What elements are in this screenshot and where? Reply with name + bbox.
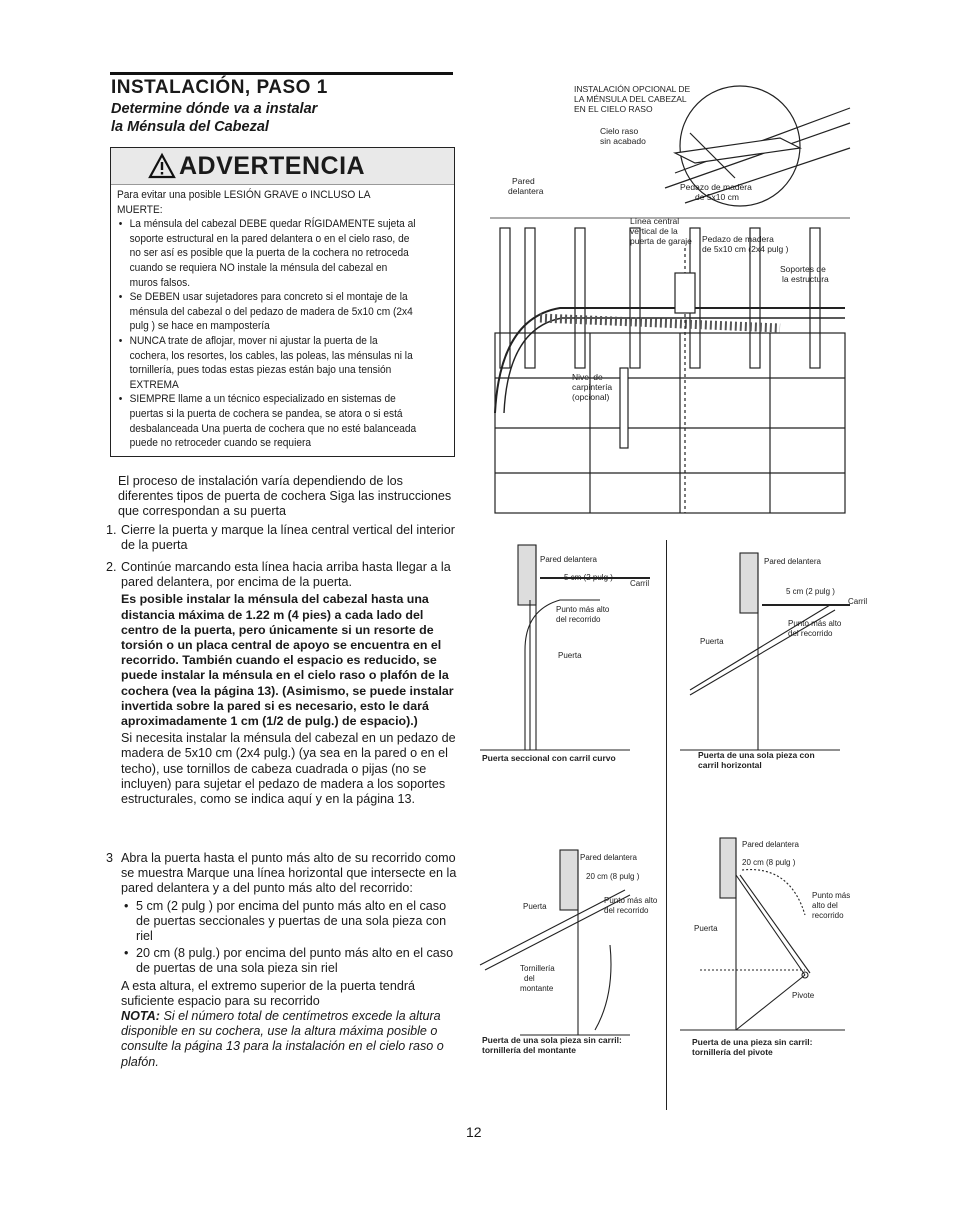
wood-circle-label-2: de 5x10 cm xyxy=(695,192,739,202)
fig4-door: Puerta xyxy=(694,924,718,933)
fig1-door: Puerta xyxy=(558,651,582,660)
fig3-hw-3: montante xyxy=(520,984,554,993)
fig4-caption-1: Puerta de una pieza sin carril: xyxy=(692,1037,813,1047)
fig1-high-2: del recorrido xyxy=(556,615,601,624)
warning-triangle-icon xyxy=(149,154,175,178)
fig3-hw-2: del xyxy=(524,974,535,983)
warning-intro: Para evitar una posible LESIÓN GRAVE o INCLUSO LA MUERTE: xyxy=(117,189,370,216)
step-2-number: 2. xyxy=(106,560,117,574)
step-3-bullet-2: • 20 cm (8 pulg.) por encima del punto más alto en el caso de puertas de una sola pieza sin riel xyxy=(124,946,454,976)
front-wall-label-1: Pared xyxy=(512,176,535,186)
step-3-number: 3 xyxy=(106,851,114,865)
centerline-label-3: puerta de garaje xyxy=(630,236,692,246)
centerline-label-1: Línea central xyxy=(630,216,680,226)
fig1-dim: 5 cm (2 pulg ) xyxy=(564,573,613,582)
fig3-caption-2: tornillería del montante xyxy=(482,1045,576,1055)
warning-item: • NUNCA trate de aflojar, mover ni ajustar la puerta de la cochera, los resortes, los cables, las poleas, las ménsulas ni la tornillería, pues todas estas piezas están bajo una tensión EXTREMA xyxy=(130,334,418,392)
figure-sectional-curved xyxy=(480,540,660,770)
warning-body xyxy=(117,188,418,451)
centerline-label-2: vertical de la xyxy=(630,226,678,236)
optional-label-3: EN EL CIELO RASO xyxy=(574,104,653,114)
fig4-high-2: alto del xyxy=(812,901,838,910)
fig3-high-1: Punto más alto xyxy=(604,896,658,905)
supports-label-2: la estructura xyxy=(782,274,829,284)
fig1-rail: Carril xyxy=(630,579,650,588)
wood-circle-label-1: Pedazo de madera xyxy=(680,182,752,192)
ceiling-label-1: Cielo raso xyxy=(600,126,639,136)
fig1-wall: Pared delantera xyxy=(540,555,597,564)
fig4-dim: 20 cm (8 pulg ) xyxy=(742,858,796,867)
fig4-high-1: Punto más xyxy=(812,891,851,900)
step-3 xyxy=(106,851,457,1070)
warning-item: • SIEMPRE llame a un técnico especializado en sistemas de puertas si la puerta de cochera se pandea, se atora o si está desbalanceada Una puerta de cochera que no esté balanceada puede no retroceder cuando se requiera xyxy=(130,392,418,450)
fig4-high-3: recorrido xyxy=(812,911,844,920)
fig3-caption-1: Puerta de una sola pieza sin carril: xyxy=(482,1035,622,1045)
step-2-bold-note: Es posible instalar la ménsula del cabezal hasta una distancia máxima de 1.22 m (4 pies) a cada lado del centro de la puerta, pero únicamente si un resorte de torsión o un placa central de apoyo se encuentra en el recorrido. También cuando el espacio es reducido, se puede instalar la ménsula en el cielo raso o plafón de la cochera (vea la página 13). (Asimismo, se puede instalar invertida sobre la pared si es necesario, esto le dará aproximadamente 1 cm (1/2 de pulg.) de espacio).) xyxy=(121,592,454,729)
wood-piece-label-2: de 5x10 cm (2x4 pulg ) xyxy=(702,244,789,254)
section-subtitle-line2: la Ménsula del Cabezal xyxy=(111,119,269,135)
fig3-door: Puerta xyxy=(523,902,547,911)
warning-title: ADVERTENCIA xyxy=(179,152,366,180)
fig3-high-2: del recorrido xyxy=(604,906,649,915)
fig4-caption-2: tornillería del pivote xyxy=(692,1047,773,1057)
fig2-wall: Pared delantera xyxy=(764,557,821,566)
top-rule xyxy=(110,72,453,75)
wood-piece-label-1: Pedazo de madera xyxy=(702,234,774,244)
fig2-high-2: del recorrido xyxy=(788,629,833,638)
front-wall-label-2: delantera xyxy=(508,186,544,196)
figure-onepiece-jamb xyxy=(480,845,660,1075)
level-label-2: carpintería xyxy=(572,382,613,392)
warning-item: • La ménsula del cabezal DEBE quedar RÍGIDAMENTE sujeta al soporte estructural en la pared delantera o en el cielo raso, de no ser así es posible que la puerta de la cochera no retroceda cuando se requiera NO instale la ménsula del cabezal en muros falsos. xyxy=(130,217,418,290)
fig3-dim: 20 cm (8 pulg ) xyxy=(586,872,640,881)
level-label-3: (opcional) xyxy=(572,392,610,402)
optional-label-1: INSTALACIÓN OPCIONAL DE xyxy=(574,84,691,94)
ceiling-label-2: sin acabado xyxy=(600,136,646,146)
fig2-high-1: Punto más alto xyxy=(788,619,842,628)
fig2-caption-1: Puerta de una sola pieza con xyxy=(698,750,815,760)
warning-header xyxy=(111,148,454,185)
step-2-extra: Si necesita instalar la ménsula del cabezal en un pedazo de madera de 5x10 cm (2x4 pulg.) (ya sea en la pared o en el techo), use tornillos de cabeza cuadrada o pijas (no se incluyen) para sujetar el pedazo de madera a los soportes estructurales, como se indica aquí y en la página 13. xyxy=(121,731,456,807)
fig1-high-1: Punto más alto xyxy=(556,605,610,614)
fig3-hw-1: Tornillería xyxy=(520,964,555,973)
fig4-wall: Pared delantera xyxy=(742,840,799,849)
page-number: 12 xyxy=(466,1124,482,1140)
figure-onepiece-horizontal xyxy=(680,550,868,780)
warning-box xyxy=(110,147,455,457)
section-title: INSTALACIÓN, PASO 1 xyxy=(111,77,328,98)
step-3-text: Abra la puerta hasta el punto más alto de su recorrido como se muestra Marque una línea horizontal que intersecte en la pared delantera y a del punto más alto del recorrido: xyxy=(121,851,457,896)
fig4-pivot: Pivote xyxy=(792,991,815,1000)
fig2-caption-2: carril horizontal xyxy=(698,760,762,770)
garage-main-illustration xyxy=(480,78,850,518)
step-3-after: A esta altura, el extremo superior de la puerta tendrá suficiente espacio para su recorrido xyxy=(121,978,416,1008)
level-label-1: Nivel de xyxy=(572,372,603,382)
step-3-bullet-1: • 5 cm (2 pulg ) por encima del punto más alto en el caso de puertas seccionales y puertas de una sola pieza con riel xyxy=(124,898,447,944)
body-intro: El proceso de instalación varía dependiendo de los diferentes tipos de puerta de cochera Siga las instrucciones que correspondan a su puerta xyxy=(118,474,452,519)
fig2-door: Puerta xyxy=(700,637,724,646)
step-1 xyxy=(106,523,457,553)
optional-label-2: LA MÉNSULA DEL CABEZAL xyxy=(574,94,687,104)
fig3-wall: Pared delantera xyxy=(580,853,637,862)
fig1-caption: Puerta seccional con carril curvo xyxy=(482,753,616,763)
warning-item: • Se DEBEN usar sujetadores para concreto si el montaje de la ménsula del cabezal o del pedazo de madera de 5x10 cm (2x4 pulg ) se hace en mampostería xyxy=(130,290,418,334)
step-1-number: 1. xyxy=(106,523,117,537)
warning-list xyxy=(117,217,418,451)
figure-divider xyxy=(666,540,667,1110)
supports-label-1: Soportes de xyxy=(780,264,826,274)
fig2-rail: Carril xyxy=(848,597,868,606)
step-2 xyxy=(106,560,457,807)
step-2-text: Continúe marcando esta línea hacia arriba hasta llegar a la pared delantera, por encima de la puerta. xyxy=(121,560,451,590)
section-subtitle-line1: Determine dónde va a instalar xyxy=(111,101,318,117)
step-1-text: Cierre la puerta y marque la línea central vertical del interior de la puerta xyxy=(121,523,455,553)
fig2-dim: 5 cm (2 pulg ) xyxy=(786,587,835,596)
note: NOTA: Si el número total de centímetros excede la altura disponible en su cochera, use la altura máxima posible o consulte la página 13 para la instalación en el cielo raso o plafón. xyxy=(121,1009,444,1069)
figure-onepiece-pivot xyxy=(680,835,860,1065)
